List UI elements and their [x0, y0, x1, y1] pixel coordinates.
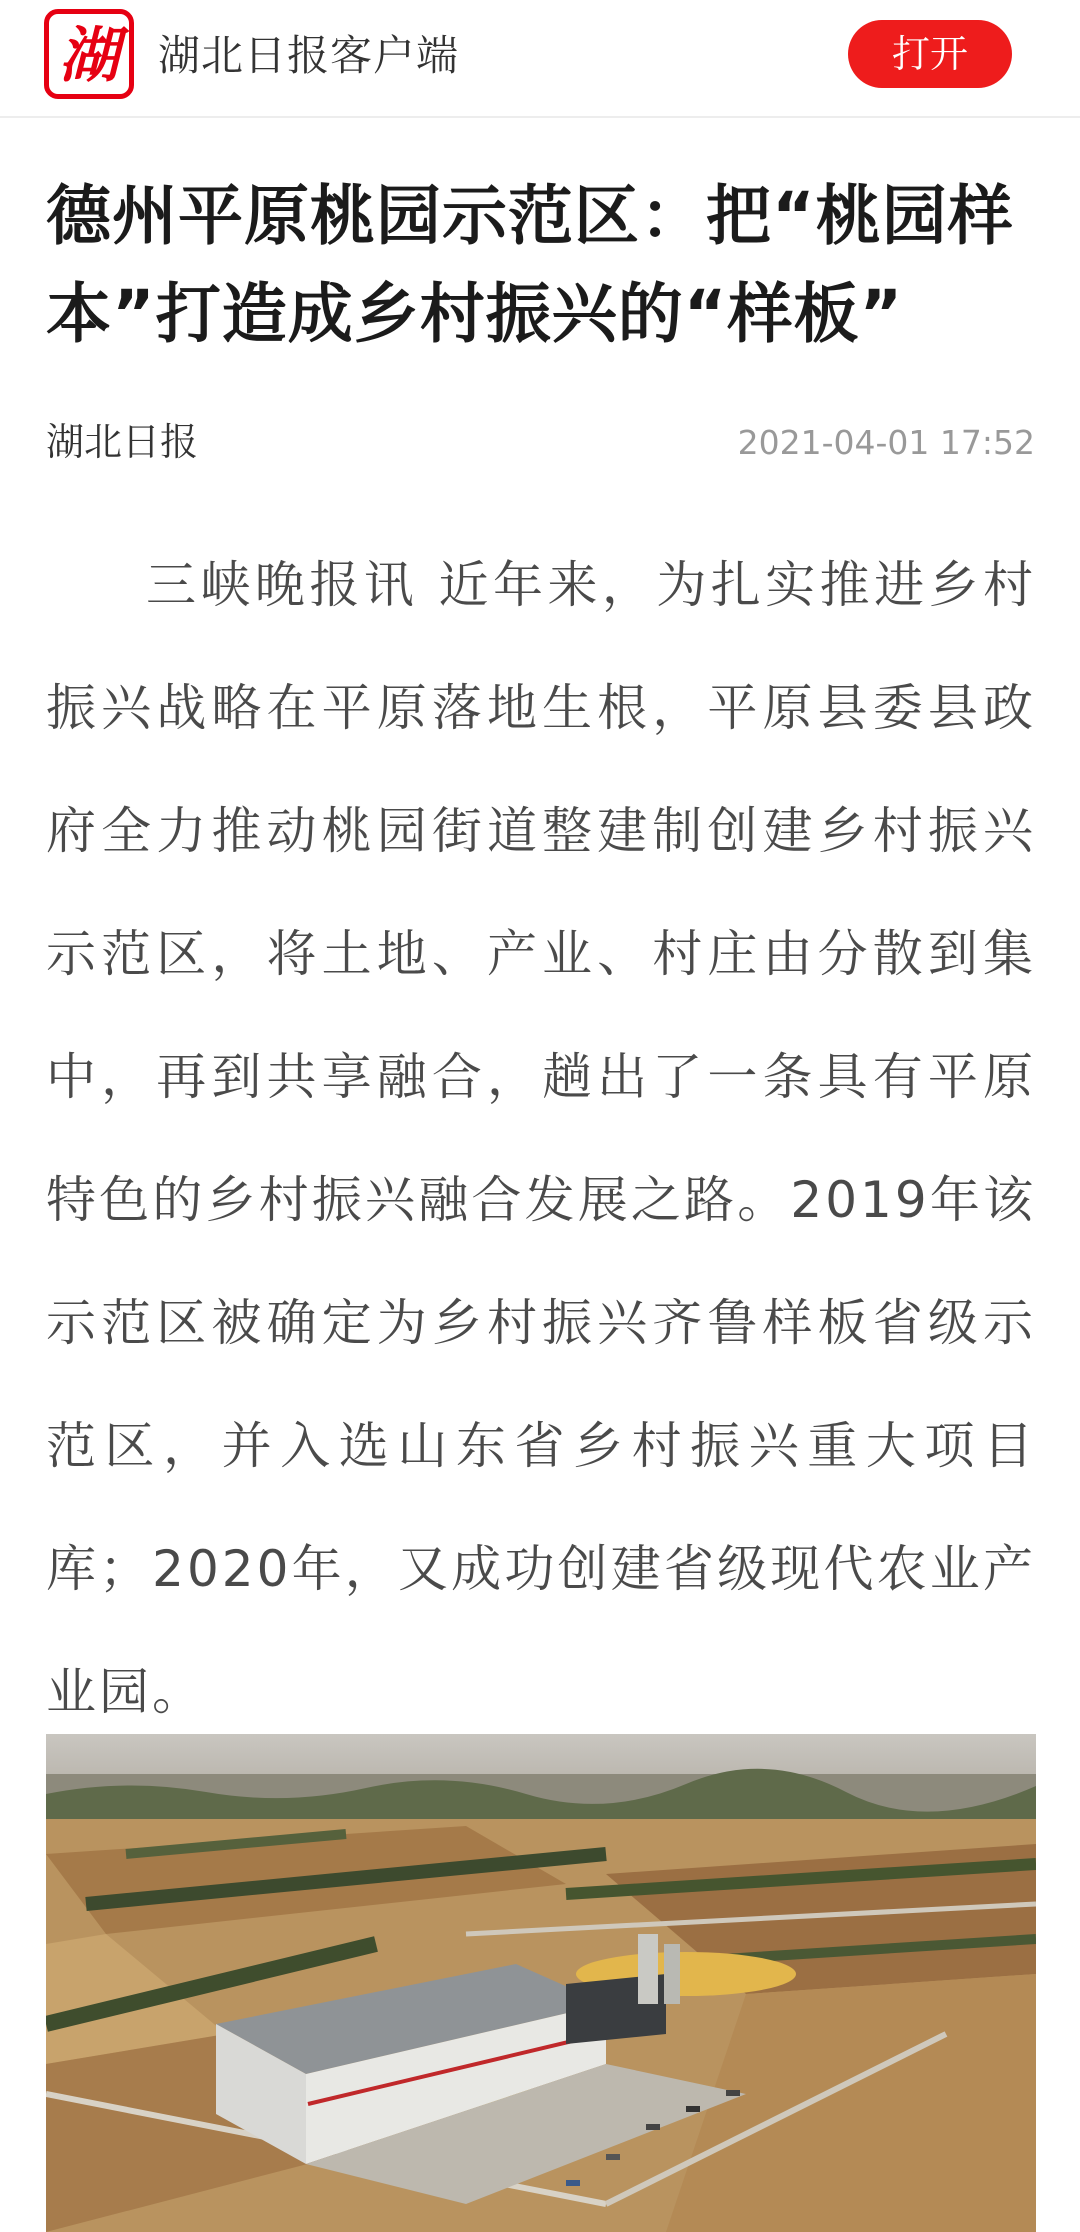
- logo-glyph: 湖: [59, 21, 119, 91]
- aerial-farm-photo[interactable]: [46, 1734, 1036, 2232]
- app-banner: [0, 0, 1080, 118]
- article-source[interactable]: 湖北日报: [46, 420, 199, 464]
- publish-time: 2021-04-01 17:52: [737, 423, 1035, 462]
- article-paragraph: 三峡晚报讯 近年来，为扎实推进乡村振兴战略在平原落地生根，平原县委县政府全力推动桃园街道整建制创建乡村振兴示范区，将土地、产业、村庄由分散到集中，再到共享融合，趟出了一条具有平原特色的乡村振兴融合发展之路。2019年该示范区被确定为乡村振兴齐鲁样板省级示范区，并入选山东省乡村振兴重大项目库；2020年，又成功创建省级现代农业产业园。: [46, 556, 1036, 1721]
- article-title: 德州平原桃园示范区：把“桃园样本”打造成乡村振兴的“样板”: [46, 179, 1014, 352]
- open-app-button[interactable]: 打开: [848, 20, 1012, 88]
- app-name: 湖北日报客户端: [158, 31, 460, 80]
- hubei-daily-logo-icon[interactable]: [44, 9, 134, 99]
